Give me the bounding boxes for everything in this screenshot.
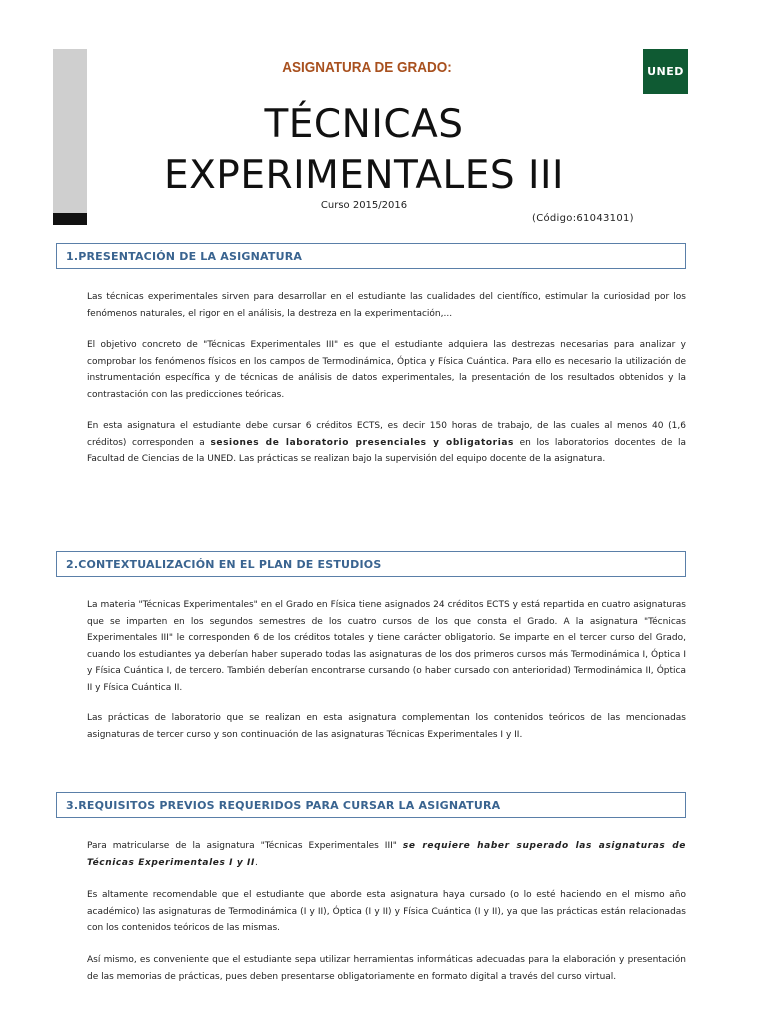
paragraph-text: En esta asignatura el estudiante debe cursar 6 créditos ECTS, es decir 150 horas de trabajo, de las cuales al menos 40 (1,6 créditos) corresponden a [87,421,686,448]
paragraph-text: Para matricularse de la asignatura "Técnicas Experimentales III" [87,841,403,851]
section-3-paragraph-2: Es altamente recomendable que el estudiante que aborde esta asignatura haya cursado (o lo esté haciendo en el mismo año académico) las asignaturas de Termodinámica (I y II), Óptica (I y II) y Física Cuántica (I y II), ya que las prácticas están relacionadas con los contenidos teóricos de las mismas. [87,890,686,933]
course-title-line-1: TÉCNICAS [264,102,464,147]
course-code: (Código:61043101) [532,213,634,224]
section-header-contextualizacion [56,551,686,577]
section-3-paragraph-1 [87,838,686,871]
uned-logo [643,49,688,94]
emphasis-text: sesiones de laboratorio presenciales y obligatorias [210,437,515,448]
section-title: 2.CONTEXTUALIZACIÓN EN EL PLAN DE ESTUDIOS [66,558,382,571]
section-1-paragraph-2: El objetivo concreto de "Técnicas Experimentales III" es que el estudiante adquiera las destrezas necesarias para analizar y comprobar los fenómenos físicos en los campos de Termodinámica, Óptica y Física Cuántica. Para ello es necesario la utilización de instrumentación específica y de técnicas de análisis de datos experimentales, la presentación de los resultados obtenidos y la contrastación con las predicciones teóricas. [87,340,686,400]
logo-text: UNED [647,65,684,78]
paragraph-text: en los laboratorios docentes de la Facultad de Ciencias de la UNED. Las prácticas se realizan bajo la supervisión del equipo docente de la asignatura. [87,437,687,464]
subject-label: ASIGNATURA DE GRADO: [282,59,452,76]
section-title: 1.PRESENTACIÓN DE LA ASIGNATURA [66,250,303,263]
section-1-paragraph-3 [87,418,686,468]
course-title-line-2: EXPERIMENTALES III [163,153,565,198]
section-1-paragraph-1: Las técnicas experimentales sirven para desarrollar en el estudiante las cualidades del científico, estimular la curiosidad por los fenómenos naturales, el rigor en el análisis, la destreza en la experimentación,... [87,292,686,319]
emphasis-text: se requiere haber superado las asignaturas de Técnicas Experimentales I y II [87,841,686,868]
section-2-paragraph-2: Las prácticas de laboratorio que se realizan en esta asignatura complementan los contenidos teóricos de las mencionadas asignaturas de tercer curso y son continuación de las asignaturas Técnicas Experimentales I y II. [87,713,686,740]
decorative-black-bar [53,213,87,225]
course-year: Curso 2015/2016 [320,200,408,211]
section-header-requisitos [56,792,686,818]
section-2-paragraph-1: La materia "Técnicas Experimentales" en el Grado en Física tiene asignados 24 créditos ECTS y está repartida en cuatro asignaturas que se imparten en los segundos semestres de los cuatro cursos de los que consta el Grado. A la asignatura "Técnicas Experimentales III" le corresponden 6 de los créditos totales y tiene carácter obligatorio. Se imparte en el tercer curso del Grado, cuando los estudiantes ya deberían haber superado todas las asignaturas de los dos primeros cursos más Termodinámica I, Óptica I y Física Cuántica I, de tercero. También deberían encontrarse cursando (o haber cursado con anterioridad) Termodinámica II, Óptica II y Física Cuántica II. [87,600,686,693]
paragraph-text: . [254,857,258,868]
section-title: 3.REQUISITOS PREVIOS REQUERIDOS PARA CURSAR LA ASIGNATURA [66,799,501,812]
section-header-presentacion [56,243,686,269]
section-3-paragraph-3: Así mismo, es conveniente que el estudiante sepa utilizar herramientas informáticas adecuadas para la elaboración y presentación de las memorias de prácticas, pues deben presentarse obligatoriamente en formato digital a través del curso virtual. [87,955,686,982]
